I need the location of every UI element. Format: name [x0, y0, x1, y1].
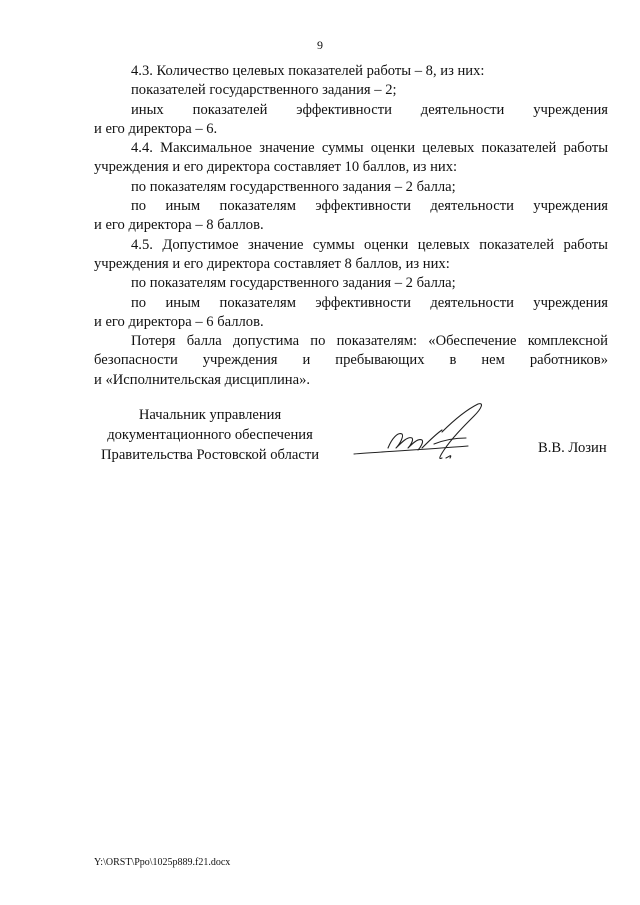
paragraph-4-4: 4.4. Максимальное значение суммы оценки целевых показателей работы учреждения и его директора составляет 10 баллов, из них: [94, 140, 608, 176]
document-body [94, 62, 608, 390]
paragraph-4-3-state-task: показателей государственного задания – 2; [131, 82, 397, 99]
paragraph-4-4-state-task: по показателям государственного задания – 2 балла; [131, 178, 456, 195]
paragraph-point-loss-cont: и «Исполнительская дисциплина». [94, 371, 311, 388]
paragraph-4-5-other-indicators-cont: и его директора – 6 баллов. [94, 313, 264, 330]
paragraph-4-5: 4.5. Допустимое значение суммы оценки целевых показателей работы учреждения и его директора составляет 8 баллов, из них: [94, 236, 608, 272]
signatory-position-line-2: документационного обеспечения [107, 427, 313, 443]
signatory-position-line-3: Правительства Ростовской области [100, 447, 320, 463]
paragraph-4-5-other-indicators: по иным показателям эффективности деятельности учреждения [131, 294, 608, 311]
signatory-name: В.В. Лозин [538, 440, 607, 456]
paragraph-4-4-other-indicators: по иным показателям эффективности деятельности учреждения [131, 198, 608, 215]
paragraph-4-5-state-task: по показателям государственного задания – 2 балла; [131, 275, 456, 292]
paragraph-4-4-other-indicators-cont: и его директора – 8 баллов. [94, 217, 264, 234]
signatory-position [90, 405, 330, 465]
signatory-position-line-1: Начальник управления [138, 407, 282, 423]
file-path: Y:\ORST\Ppo\1025p889.f21.docx [94, 857, 231, 868]
handwritten-signature [348, 398, 498, 468]
page-number: 9 [317, 38, 323, 52]
paragraph-4-3: 4.3. Количество целевых показателей работы – 8, из них: [131, 63, 485, 79]
paragraph-4-3-other-indicators-cont: и его директора – 6. [94, 120, 218, 137]
paragraph-point-loss: Потеря балла допустима по показателям: «Обеспечение комплексной безопасности учреждения и пребывающих в нем работников» [94, 333, 608, 369]
paragraph-4-3-other-indicators: иных показателей эффективности деятельности учреждения [131, 101, 608, 118]
